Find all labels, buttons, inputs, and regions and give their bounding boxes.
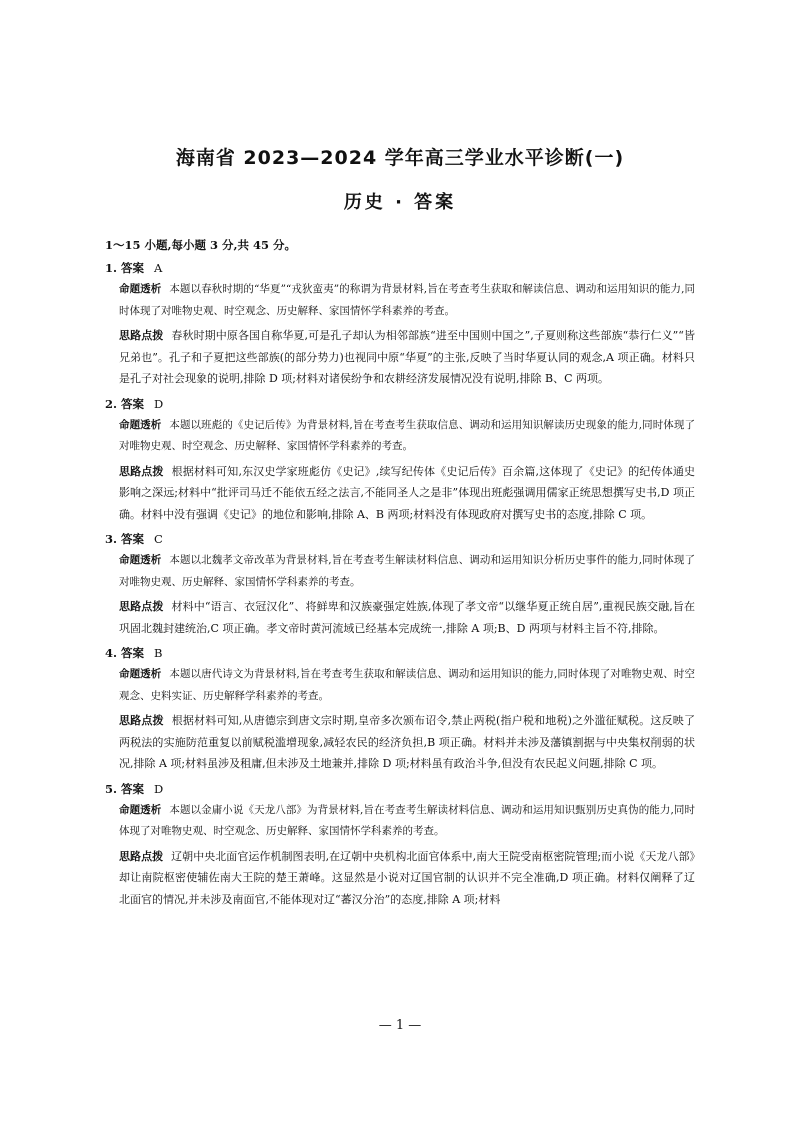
hint-text: 根据材料可知,东汉史学家班彪仿《史记》,续写纪传体《史记后传》百余篇,这体现了《史记》的纪传体通史影响之深远;材料中“批评司马迁不能依五经之法言,不能同圣人之是非”体现出班彪强调用儒家正统思想撰写史书,D 项正确。材料中没有强调《史记》的地位和影响,排除 A、B 两项;材料没有体现政府对撰写史书的态度,排除 C 项。 [119, 464, 695, 521]
analysis-label: 命题透析 [119, 668, 162, 680]
hint-label: 思路点拨 [119, 600, 164, 613]
answer-value: A [154, 261, 163, 275]
hint-paragraph [119, 325, 695, 390]
analysis-label: 命题透析 [119, 283, 162, 295]
answer-label: 答案 [121, 261, 145, 275]
hint-label: 思路点拨 [119, 329, 164, 342]
answer-body [105, 237, 695, 913]
hint-paragraph [119, 710, 695, 775]
question-header [105, 257, 695, 279]
hint-paragraph [119, 596, 695, 639]
question-number: 3. [105, 532, 118, 546]
answer-value: D [154, 781, 164, 796]
question-header [105, 778, 695, 800]
hint-text: 材料中“语言、衣冠汉化”、将鲜卑和汉族豪强定姓族,体现了孝文帝“以继华夏正统自居”,重视民族交融,旨在巩固北魏封建统治,C 项正确。孝文帝时黄河流域已经基本完成统一,排除 A 项;B、D 两项与材料主旨不符,排除。 [119, 600, 695, 635]
question-number: 1. [105, 261, 118, 275]
answer-label: 答案 [121, 396, 145, 411]
hint-text: 春秋时期中原各国自称华夏,可是孔子却认为相邻部族“进至中国则中国之”,子夏则称这些部族“恭行仁义”“皆兄弟也”。孔子和子夏把这些部族(的部分势力)也视同中原“华夏”的主张,反映了当时华夏认同的观念,A 项正确。材料只是孔子对社会现象的说明,排除 D 项;材料对诸侯纷争和农耕经济发展情况没有说明,排除 B、C 两项。 [119, 329, 696, 385]
analysis-text: 本题以金庸小说《天龙八部》为背景材料,旨在考查考生解读材料信息、调动和运用知识甄别历史真伪的能力,同时体现了对唯物史观、时空观念、历史解释、家国情怀学科素养的考查。 [119, 803, 695, 837]
analysis-text: 本题以春秋时期的“华夏”“戎狄蛮夷”的称谓为背景材料,旨在考查考生获取和解读信息、调动和运用知识的能力,同时体现了对唯物史观、时空观念、历史解释、家国情怀学科素养的考查。 [119, 283, 696, 317]
question-header [105, 528, 695, 550]
hint-paragraph [119, 461, 695, 526]
analysis-label: 命题透析 [119, 554, 162, 566]
answer-value: C [154, 532, 163, 546]
section-intro: 1～15 小题,每小题 3 分,共 45 分。 [105, 238, 297, 252]
question-item [105, 393, 695, 526]
analysis-label: 命题透析 [119, 803, 162, 816]
question-item [105, 778, 695, 911]
hint-label: 思路点拨 [119, 464, 164, 478]
analysis-paragraph [119, 550, 695, 593]
answer-label: 答案 [121, 646, 145, 660]
question-number: 4. [105, 646, 118, 660]
hint-label: 思路点拨 [119, 714, 164, 727]
hint-paragraph [119, 846, 695, 911]
analysis-paragraph [119, 279, 695, 322]
question-item [105, 257, 695, 390]
analysis-label: 命题透析 [119, 418, 162, 431]
answer-value: B [154, 646, 163, 660]
answer-value: D [154, 396, 164, 411]
hint-text: 辽朝中央北面官运作机制图表明,在辽朝中央机构北面官体系中,南大王院受南枢密院管理;而小说《天龙八部》却让南院枢密使辅佐南大王院的楚王萧峰。这显然是小说对辽国官制的认识并不完全准确,D 项正确。材料仅阐释了辽北面官的情况,并未涉及南面官,不能体现对辽“蕃汉分治”的态度,排除 A 项;材料 [119, 849, 695, 906]
analysis-paragraph [119, 800, 695, 843]
answer-label: 答案 [121, 781, 145, 796]
question-number: 2. [105, 396, 118, 411]
hint-text: 根据材料可知,从唐德宗到唐文宗时期,皇帝多次颁布诏令,禁止两税(指户税和地税)之外滥征赋税。这反映了两税法的实施防范重复以前赋税滥增现象,减轻农民的经济负担,B 项正确。材料并未涉及藩镇割据与中央集权削弱的状况,排除 A 项;材料虽涉及租庸,但未涉及土地兼并,排除 D 项;材料虽有政治斗争,但没有农民起义问题,排除 C 项。 [119, 714, 695, 770]
analysis-paragraph [119, 664, 695, 707]
question-item [105, 642, 695, 775]
question-number: 5. [105, 781, 118, 796]
analysis-text: 本题以班彪的《史记后传》为背景材料,旨在考查考生获取信息、调动和运用知识解读历史现象的能力,同时体现了对唯物史观、时空观念、历史解释、家国情怀学科素养的考查。 [119, 418, 695, 452]
document-title: 海南省 2023—2024 学年高三学业水平诊断(一) [175, 147, 625, 169]
question-header [105, 642, 695, 664]
hint-label: 思路点拨 [119, 849, 164, 863]
question-header [105, 393, 695, 415]
document-subtitle: 历史 · 答案 [343, 192, 457, 213]
analysis-paragraph [119, 415, 695, 458]
answer-label: 答案 [121, 532, 145, 546]
page-number: — 1 — [378, 1018, 422, 1033]
analysis-text: 本题以唐代诗文为背景材料,旨在考查考生获取和解读信息、调动和运用知识的能力,同时体现了对唯物史观、时空观念、史料实证、历史解释学科素养的考查。 [119, 668, 695, 702]
question-item [105, 528, 695, 639]
analysis-text: 本题以北魏孝文帝改革为背景材料,旨在考查考生解读材料信息、调动和运用知识分析历史事件的能力,同时体现了对唯物史观、历史解释、家国情怀学科素养的考查。 [119, 554, 695, 588]
